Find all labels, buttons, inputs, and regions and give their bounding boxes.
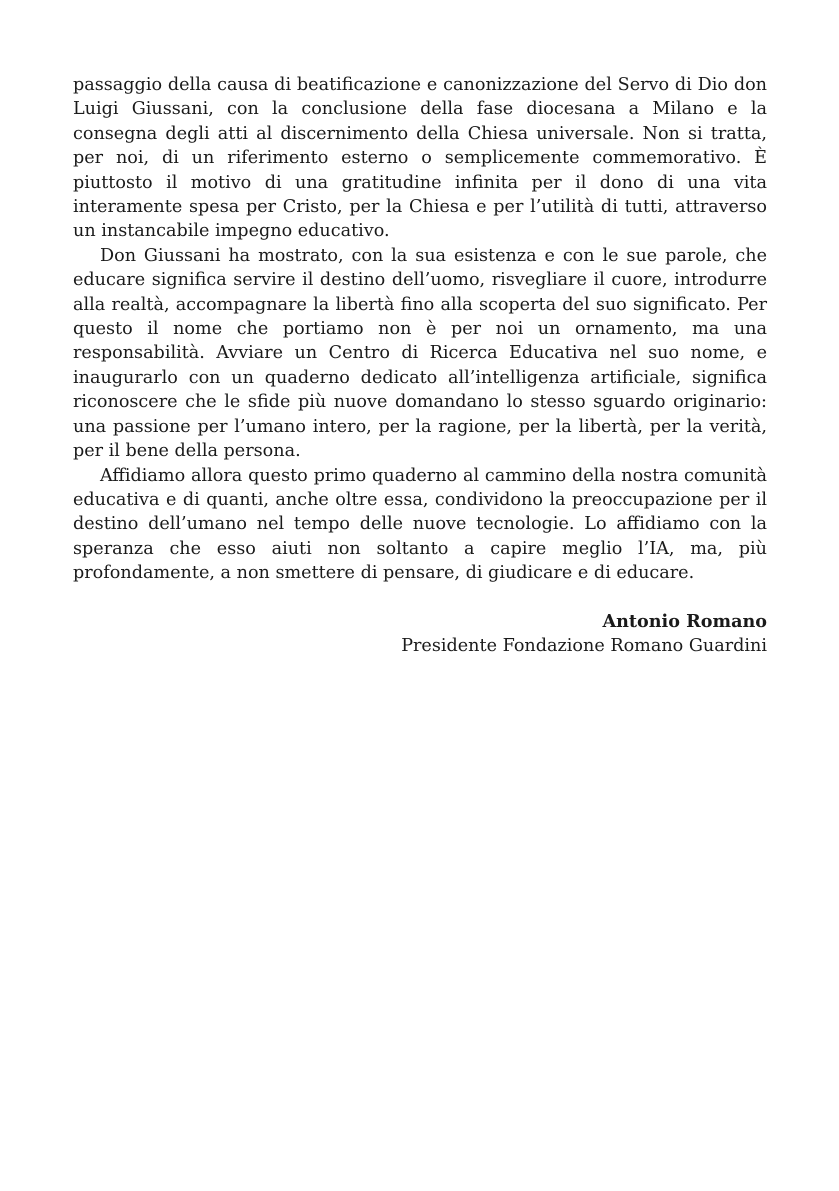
signature-block (73, 610, 767, 659)
signature-name: Antonio Romano (602, 610, 767, 632)
document-page (73, 73, 767, 658)
signature-role: Presidente Fondazione Romano Guardini (401, 635, 767, 656)
paragraph-dedication: Affidiamo allora questo primo quaderno al cammino della nostra comunità educativa e di quanti, anche oltre essa, condividono la preoccupazione per il destino dell’umano nel tempo delle nuove tecnologie. Lo affidiamo con la speranza che esso aiuti non soltanto a capire meglio l’IA, ma, più profondamente, a non smettere di pensare, di giudicare e di educare. (73, 465, 767, 584)
paragraph-giussani: Don Giussani ha mostrato, con la sua esistenza e con le sue parole, che educare significa servire il destino dell’uomo, risvegliare il cuore, introdurre alla realtà, accompagnare la libertà fino alla scoperta del suo significato. Per questo il nome che portiamo non è per noi un ornamento, ma una responsabilità. Avviare un Centro di Ricerca Educativa nel suo nome, e inaugurarlo con un quaderno dedicato all’intelligenza artificiale, significa riconoscere che le sfide più nuove domandano lo stesso sguardo originario: una passione per l’umano intero, per la ragione, per la libertà, per la verità, per il bene della persona. (73, 245, 767, 462)
paragraph-continuation: passaggio della causa di beatificazione e canonizzazione del Servo di Dio don Luigi Giussani, con la conclusione della fase diocesana a Milano e la consegna degli atti al discernimento della Chiesa universale. Non si tratta, per noi, di un riferimento esterno o semplicemente commemorativo. È piuttosto il motivo di una gratitudine infinita per il dono di una vita interamente spesa per Cristo, per la Chiesa e per l’utilità di tutti, attraverso un instancabile impegno educativo. (73, 75, 767, 242)
